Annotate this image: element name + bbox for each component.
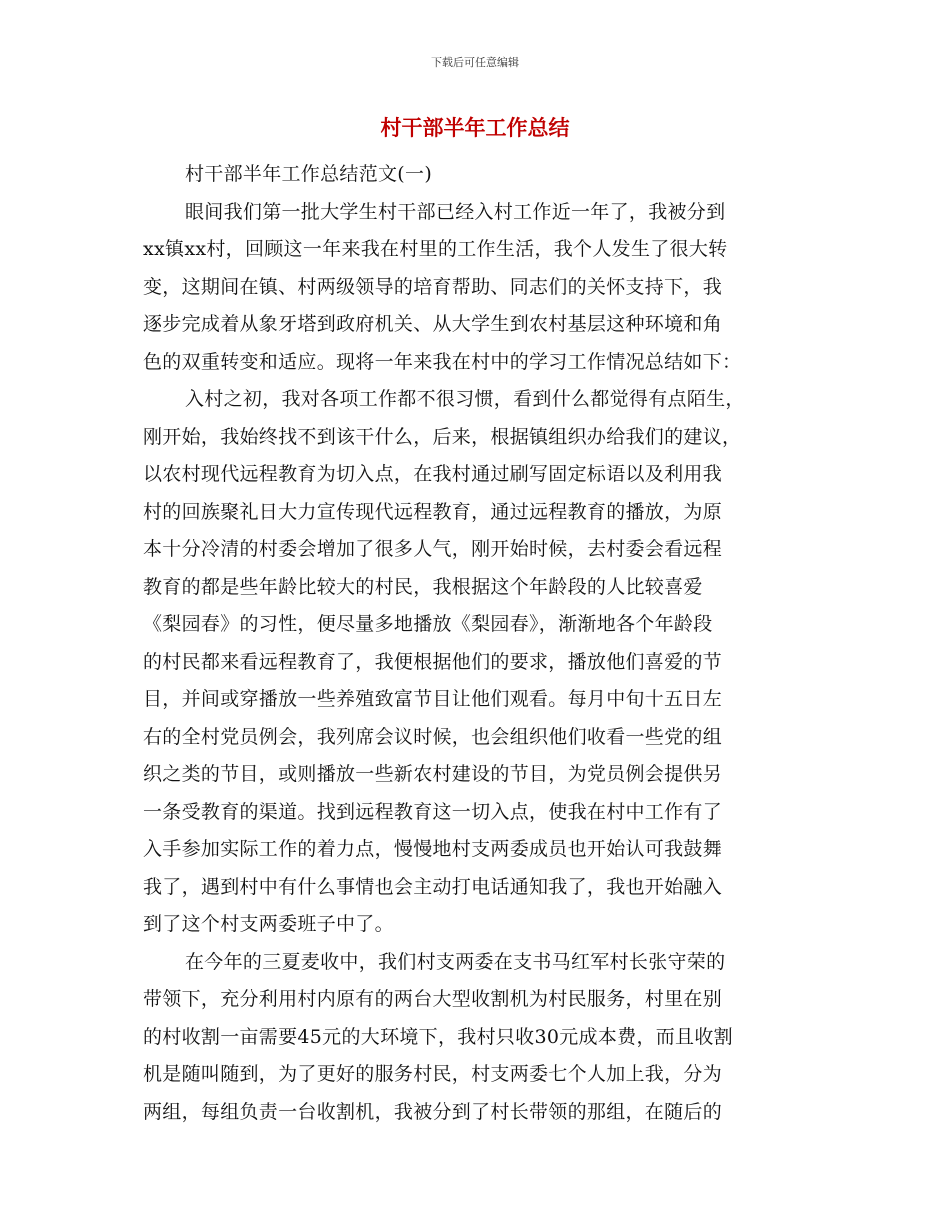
text-line: 色的双重转变和适应。现将一年来我在村中的学习工作情况总结如下：	[143, 350, 742, 373]
text-line: 逐步完成着从象牙塔到政府机关、从大学生到农村基层这种环境和角	[143, 313, 723, 335]
text-line: 本十分冷清的村委会增加了很多人气，刚开始时候，去村委会看远程	[143, 538, 723, 560]
document-title: 村干部半年工作总结	[380, 116, 570, 140]
text-line: 一条受教育的渠道。找到远程教育这一切入点，使我在村中工作有了	[143, 800, 723, 823]
text-line: 以农村现代远程教育为切入点，在我村通过刷写固定标语以及利用我	[143, 463, 723, 485]
text-line: 的村民都来看远程教育了，我便根据他们的要求，播放他们喜爱的节	[143, 650, 723, 673]
text-line: 我了，遇到村中有什么事情也会主动打电话通知我了，我也开始融入	[143, 875, 723, 898]
text-line: 右的全村党员例会，我列席会议时候，也会组织他们收看一些党的组	[143, 725, 723, 748]
text-line: 村的回族聚礼日大力宣传现代远程教育，通过远程教育的播放，为原	[143, 500, 723, 523]
text-line: 在今年的三夏麦收中，我们村支两委在支书马红军村长张守荣的	[185, 950, 726, 973]
document-body	[143, 156, 803, 1131]
text-line: 目，并间或穿播放一些养殖致富节目让他们观看。每月中旬十五日左	[143, 688, 723, 710]
text-line: 织之类的节目，或则播放一些新农村建设的节目，为党员例会提供另	[143, 763, 723, 785]
text-line: 入村之初，我对各项工作都不很习惯，看到什么都觉得有点陌生，	[185, 388, 745, 410]
text-line: 村干部半年工作总结范文(一)	[185, 163, 433, 185]
text-line: 教育的都是些年龄比较大的村民，我根据这个年龄段的人比较喜爱	[143, 575, 703, 598]
text-line: 机是随叫随到，为了更好的服务村民，村支两委七个人加上我，分为	[143, 1063, 723, 1085]
text-line: 入手参加实际工作的着力点，慢慢地村支两委成员也开始认可我鼓舞	[143, 838, 723, 860]
text-line: 两组，每组负责一台收割机，我被分到了村长带领的那组，在随后的	[143, 1100, 723, 1123]
text-line: 《梨园春》的习性，便尽量多地播放《梨园春》，渐渐地各个年龄段	[143, 613, 713, 635]
header-note: 下载后可任意编辑	[431, 56, 519, 69]
text-line: 眼间我们第一批大学生村干部已经入村工作近一年了，我被分到	[185, 200, 726, 223]
text-line: 的村收割一亩需要45元的大环境下，我村只收30元成本费，而且收割	[143, 1025, 733, 1048]
text-line: 刚开始，我始终找不到该干什么，后来，根据镇组织办给我们的建议，	[143, 425, 742, 448]
text-line: xx镇xx村，回顾这一年来我在村里的工作生活，我个人发生了很大转	[143, 238, 728, 260]
text-line: 到了这个村支两委班子中了。	[143, 913, 394, 935]
text-line: 变，这期间在镇、村两级领导的培育帮助、同志们的关怀支持下，我	[143, 275, 723, 298]
text-line: 带领下，充分利用村内原有的两台大型收割机为村民服务，村里在别	[143, 988, 723, 1010]
